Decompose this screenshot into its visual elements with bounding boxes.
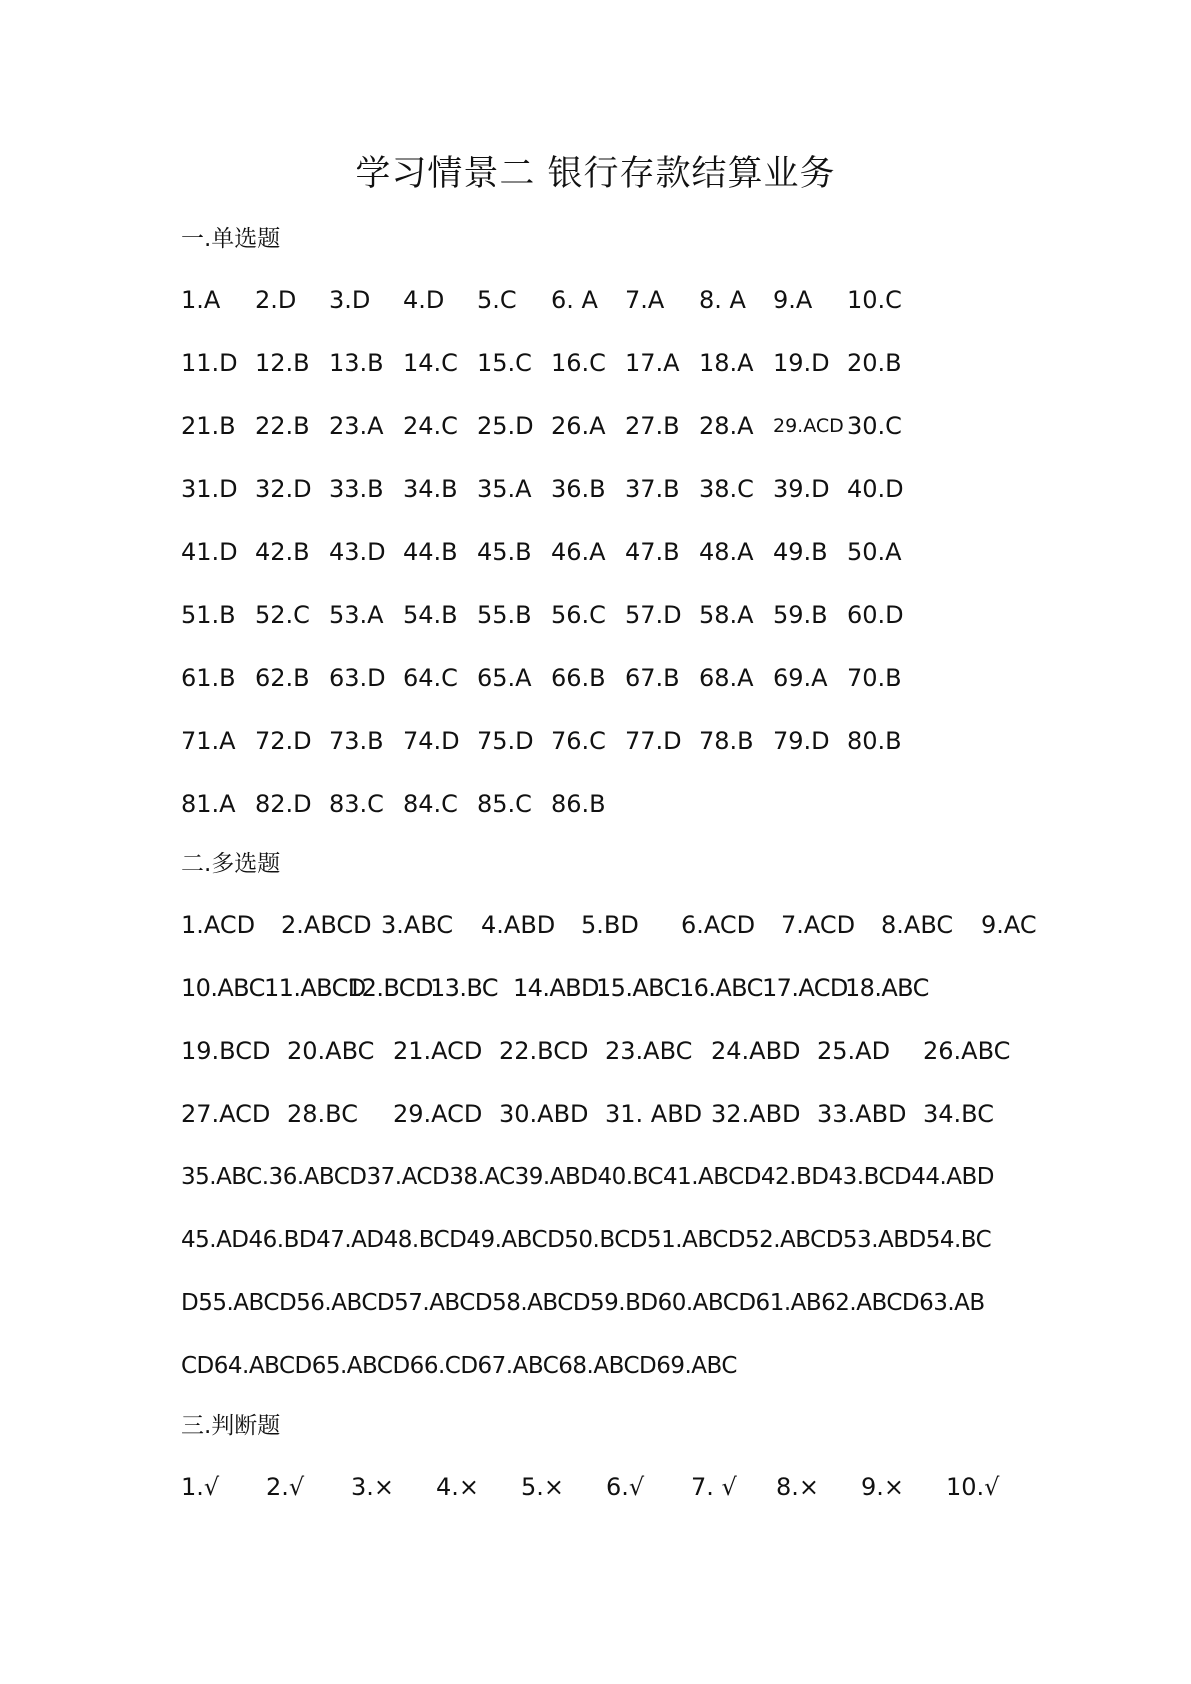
answer-item: 70.B	[847, 664, 902, 692]
answer-item: 5.×	[521, 1473, 565, 1501]
answer-item: 6.ACD	[681, 911, 756, 939]
answer-item: 18.ABC	[845, 974, 929, 1002]
answer-item: 4.×	[436, 1473, 480, 1501]
answer-item: 85.C	[477, 790, 532, 818]
answer-item: 15.ABC	[596, 974, 680, 1002]
answer-item: 28.BC	[287, 1100, 358, 1128]
answer-item: 44.B	[403, 538, 458, 566]
answer-item: 24.ABD	[711, 1037, 801, 1065]
answer-item: 52.C	[255, 601, 310, 629]
answer-item: 5.BD	[581, 911, 639, 939]
answer-item: 20.B	[847, 349, 902, 377]
multiple-choice-row-1	[181, 903, 1061, 966]
answer-item: 27.ACD	[181, 1100, 271, 1128]
section-heading-single-choice: 一.单选题	[181, 226, 281, 252]
answer-item: 20.ABC	[287, 1037, 375, 1065]
answer-item: 25.D	[477, 412, 534, 440]
answer-item: 17.A	[625, 349, 680, 377]
answer-content	[181, 220, 1061, 1528]
answer-item: 1.A	[181, 286, 221, 314]
answer-item: 39.D	[773, 475, 830, 503]
true-false-answers	[181, 1465, 1061, 1528]
answer-item: 45.B	[477, 538, 532, 566]
answer-item: 79.D	[773, 727, 830, 755]
answer-item: 8. A	[699, 286, 746, 314]
answer-item: 15.C	[477, 349, 532, 377]
answer-item: 40.D	[847, 475, 904, 503]
answer-item: 34.BC	[923, 1100, 994, 1128]
answer-item: 26.ABC	[923, 1037, 1011, 1065]
answer-item: 66.B	[551, 664, 606, 692]
answer-item: 3.×	[351, 1473, 395, 1501]
answer-item: 30.C	[847, 412, 902, 440]
answer-item: 30.ABD	[499, 1100, 589, 1128]
answer-item: 9.A	[773, 286, 813, 314]
answer-item: 17.ACD	[762, 974, 848, 1002]
answer-item: 67.B	[625, 664, 680, 692]
answer-item: 41.D	[181, 538, 238, 566]
section-heading-true-false: 三.判断题	[181, 1413, 281, 1439]
answer-item: 33.ABD	[817, 1100, 907, 1128]
answer-item: 33.B	[329, 475, 384, 503]
answer-item: 56.C	[551, 601, 606, 629]
answer-item: 23.A	[329, 412, 384, 440]
answer-item: 71.A	[181, 727, 236, 755]
answer-item: 21.B	[181, 412, 236, 440]
answer-item: 49.B	[773, 538, 828, 566]
single-choice-row	[181, 719, 1061, 782]
answer-item: 14.ABD	[513, 974, 599, 1002]
answer-item: 9.AC	[981, 911, 1037, 939]
document-title: 学习情景二 银行存款结算业务	[355, 154, 836, 194]
answer-item: 55.B	[477, 601, 532, 629]
answer-item: 60.D	[847, 601, 904, 629]
answer-item: 54.B	[403, 601, 458, 629]
multiple-choice-row-2	[181, 966, 1061, 1029]
multiple-choice-line-6: 45.AD46.BD47.AD48.BCD49.ABCD50.BCD51.ABCD52.ABCD53.ABD54.BC	[181, 1227, 992, 1253]
answer-item: 11.D	[181, 349, 238, 377]
answer-item: 28.A	[699, 412, 754, 440]
answer-item: 10.C	[847, 286, 902, 314]
answer-item: 19.BCD	[181, 1037, 271, 1065]
answer-item: 22.BCD	[499, 1037, 589, 1065]
answer-item: 5.C	[477, 286, 517, 314]
answer-item: 57.D	[625, 601, 682, 629]
single-choice-row	[181, 278, 1061, 341]
answer-item: 69.A	[773, 664, 828, 692]
multiple-choice-line-7: D55.ABCD56.ABCD57.ABCD58.ABCD59.BD60.ABCD61.AB62.ABCD63.AB	[181, 1290, 985, 1316]
answer-item: 51.B	[181, 601, 236, 629]
answer-item: 73.B	[329, 727, 384, 755]
answer-item: 18.A	[699, 349, 754, 377]
answer-item: 2.√	[266, 1473, 305, 1501]
answer-item: 6.√	[606, 1473, 645, 1501]
answer-item: 42.B	[255, 538, 310, 566]
answer-item: 29.ACD	[393, 1100, 483, 1128]
answer-item: 58.A	[699, 601, 754, 629]
multiple-choice-row-4	[181, 1092, 1061, 1155]
answer-item: 8.×	[776, 1473, 820, 1501]
answer-item: 61.B	[181, 664, 236, 692]
answer-item: 32.ABD	[711, 1100, 801, 1128]
answer-item: 1.√	[181, 1473, 220, 1501]
answer-item: 74.D	[403, 727, 460, 755]
answer-item: 13.B	[329, 349, 384, 377]
answer-item: 22.B	[255, 412, 310, 440]
answer-item: 11.ABCD	[264, 974, 366, 1002]
answer-item: 31. ABD	[605, 1100, 703, 1128]
answer-item: 63.D	[329, 664, 386, 692]
answer-item: 34.B	[403, 475, 458, 503]
answer-item: 13.BC	[430, 974, 498, 1002]
answer-item: 84.C	[403, 790, 458, 818]
answer-item: 16.C	[551, 349, 606, 377]
section-heading-multiple-choice: 二.多选题	[181, 851, 281, 877]
answer-item: 64.C	[403, 664, 458, 692]
multiple-choice-row-3	[181, 1029, 1061, 1092]
single-choice-row	[181, 530, 1061, 593]
single-choice-row	[181, 467, 1061, 530]
single-choice-row	[181, 782, 1061, 845]
single-choice-row	[181, 593, 1061, 656]
multiple-choice-line-8: CD64.ABCD65.ABCD66.CD67.ABC68.ABCD69.ABC	[181, 1353, 737, 1379]
answer-item: 3.D	[329, 286, 371, 314]
single-choice-answers	[181, 278, 1061, 845]
answer-item: 81.A	[181, 790, 236, 818]
answer-item: 21.ACD	[393, 1037, 483, 1065]
answer-item: 6. A	[551, 286, 598, 314]
answer-item: 75.D	[477, 727, 534, 755]
answer-item: 65.A	[477, 664, 532, 692]
answer-item: 46.A	[551, 538, 606, 566]
single-choice-row	[181, 656, 1061, 719]
answer-item: 36.B	[551, 475, 606, 503]
answer-item: 76.C	[551, 727, 606, 755]
answer-item: 77.D	[625, 727, 682, 755]
answer-item: 12.BCD	[347, 974, 433, 1002]
answer-item: 3.ABC	[381, 911, 454, 939]
answer-item: 78.B	[699, 727, 754, 755]
answer-item: 82.D	[255, 790, 312, 818]
answer-item: 83.C	[329, 790, 384, 818]
answer-item: 32.D	[255, 475, 312, 503]
answer-item: 7.ACD	[781, 911, 856, 939]
multiple-choice-line-5: 35.ABC.36.ABCD37.ACD38.AC39.ABD40.BC41.ABCD42.BD43.BCD44.ABD	[181, 1164, 995, 1190]
answer-item: 37.B	[625, 475, 680, 503]
answer-item: 53.A	[329, 601, 384, 629]
answer-item: 29.ACD	[773, 415, 844, 437]
answer-item: 1.ACD	[181, 911, 256, 939]
answer-item: 26.A	[551, 412, 606, 440]
single-choice-row	[181, 404, 1061, 467]
answer-item: 48.A	[699, 538, 754, 566]
answer-item: 86.B	[551, 790, 606, 818]
answer-item: 35.A	[477, 475, 532, 503]
answer-item: 7. √	[691, 1473, 737, 1501]
answer-item: 31.D	[181, 475, 238, 503]
answer-item: 43.D	[329, 538, 386, 566]
answer-item: 68.A	[699, 664, 754, 692]
answer-item: 7.A	[625, 286, 665, 314]
answer-item: 38.C	[699, 475, 754, 503]
answer-item: 4.ABD	[481, 911, 556, 939]
answer-item: 4.D	[403, 286, 445, 314]
answer-item: 80.B	[847, 727, 902, 755]
answer-item: 10.ABC	[181, 974, 265, 1002]
answer-item: 25.AD	[817, 1037, 891, 1065]
answer-item: 16.ABC	[679, 974, 763, 1002]
answer-item: 9.×	[861, 1473, 905, 1501]
answer-item: 2.ABCD	[281, 911, 372, 939]
answer-item: 8.ABC	[881, 911, 954, 939]
answer-item: 72.D	[255, 727, 312, 755]
answer-item: 24.C	[403, 412, 458, 440]
answer-item: 23.ABC	[605, 1037, 693, 1065]
answer-item: 10.√	[946, 1473, 1000, 1501]
answer-item: 12.B	[255, 349, 310, 377]
answer-item: 50.A	[847, 538, 902, 566]
answer-item: 59.B	[773, 601, 828, 629]
answer-item: 19.D	[773, 349, 830, 377]
answer-item: 47.B	[625, 538, 680, 566]
answer-item: 62.B	[255, 664, 310, 692]
answer-item: 2.D	[255, 286, 297, 314]
single-choice-row	[181, 341, 1061, 404]
answer-item: 14.C	[403, 349, 458, 377]
answer-item: 27.B	[625, 412, 680, 440]
